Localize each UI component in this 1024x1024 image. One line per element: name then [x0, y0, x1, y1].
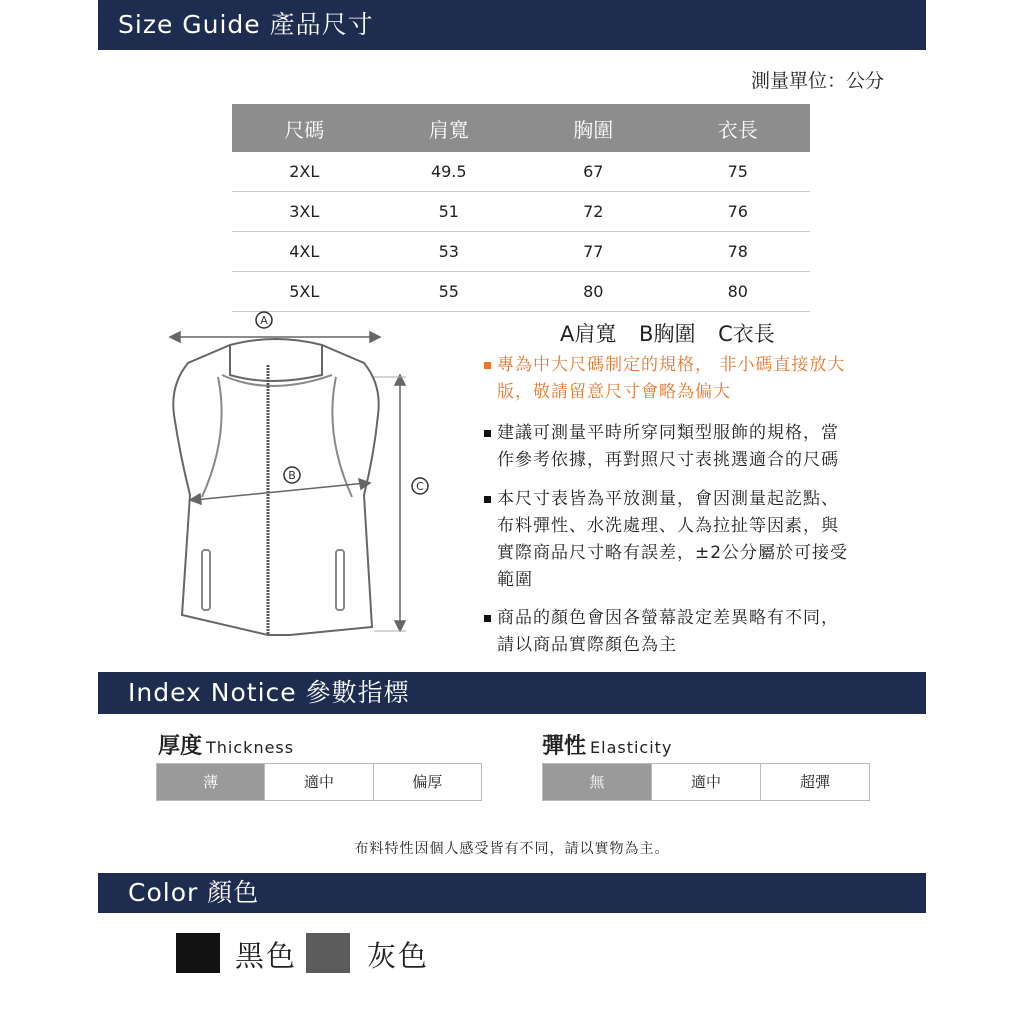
- table-row: [232, 232, 810, 272]
- label-c: C: [416, 480, 424, 493]
- thickness-option-medium: 適中: [264, 764, 372, 800]
- fabric-note: 布料特性因個人感受皆有不同，請以實物為主。: [354, 841, 670, 857]
- bullet-icon: [484, 362, 491, 369]
- color-header: [98, 873, 926, 913]
- thickness-scale: [156, 763, 482, 801]
- measurement-unit: 測量單位：公分: [750, 70, 884, 92]
- cell: 53: [377, 232, 522, 272]
- cell: 72: [521, 192, 666, 232]
- cell: 67: [521, 152, 666, 192]
- cell: 2XL: [232, 152, 377, 192]
- bullet-icon: [484, 430, 491, 437]
- note-1-line-2: 版，敬請留意尺寸會略為偏大: [497, 382, 731, 402]
- note-4: [484, 605, 839, 659]
- measurement-legend: A肩寬 B胸圍 C衣長: [560, 322, 775, 346]
- cell: 75: [666, 152, 811, 192]
- left-pocket: [202, 550, 210, 610]
- cell: 77: [521, 232, 666, 272]
- thickness-label-zh: 厚度: [158, 734, 203, 759]
- size-guide-title: Size Guide 產品尺寸: [118, 10, 374, 39]
- table-row: [232, 152, 810, 192]
- cell: 55: [377, 272, 522, 312]
- elasticity-label-en: Elasticity: [590, 738, 673, 757]
- header-shoulder: 肩寬: [377, 104, 522, 152]
- cell: 4XL: [232, 232, 377, 272]
- elasticity-option-super: 超彈: [760, 764, 869, 800]
- elasticity-label: [542, 729, 672, 760]
- note-2: [484, 420, 839, 474]
- index-notice-title: Index Notice 參數指標: [128, 678, 410, 707]
- right-pocket: [336, 550, 344, 610]
- header-chest: 胸圍: [521, 104, 666, 152]
- elasticity-label-zh: 彈性: [542, 734, 587, 759]
- cell: 51: [377, 192, 522, 232]
- cell: 80: [521, 272, 666, 312]
- cell: 49.5: [377, 152, 522, 192]
- size-table-header-row: [232, 104, 810, 152]
- note-4-line-1: 商品的顏色會因各螢幕設定差異略有不同，: [497, 608, 839, 628]
- cell: 3XL: [232, 192, 377, 232]
- size-table: [232, 104, 810, 312]
- note-3: [484, 486, 848, 594]
- header-length: 衣長: [666, 104, 811, 152]
- note-1: [484, 352, 845, 406]
- note-2-line-2: 作參考依據，再對照尺寸表挑選適合的尺碼: [497, 450, 839, 470]
- bullet-icon: [484, 615, 491, 622]
- note-4-line-2: 請以商品實際顏色為主: [497, 635, 677, 655]
- color-name-gray: 灰色: [367, 939, 430, 973]
- thickness-label: [158, 729, 294, 760]
- table-row: [232, 192, 810, 232]
- vest-collar: [230, 339, 322, 381]
- bullet-icon: [484, 496, 491, 503]
- cell: 5XL: [232, 272, 377, 312]
- color-title: Color 顏色: [128, 878, 260, 907]
- elasticity-option-none: 無: [543, 764, 651, 800]
- label-b: B: [288, 469, 296, 482]
- elasticity-option-medium: 適中: [651, 764, 760, 800]
- color-swatch-black: [176, 933, 220, 973]
- thickness-option-thin: 薄: [157, 764, 264, 800]
- color-name-black: 黑色: [235, 939, 298, 973]
- note-3-line-1: 本尺寸表皆為平放測量，會因測量起訖點、: [497, 489, 839, 509]
- color-swatch-gray: [306, 933, 350, 973]
- cell: 78: [666, 232, 811, 272]
- note-3-line-3: 實際商品尺寸略有誤差，±2公分屬於可接受: [497, 543, 849, 563]
- note-1-line-1: 專為中大尺碼制定的規格， 非小碼直接放大: [497, 355, 846, 375]
- header-size: 尺碼: [232, 104, 377, 152]
- note-3-line-4: 範圍: [497, 570, 533, 590]
- elasticity-scale: [542, 763, 870, 801]
- index-notice-header: [98, 672, 926, 714]
- thickness-label-en: Thickness: [206, 738, 295, 757]
- cell: 80: [666, 272, 811, 312]
- label-a: A: [260, 314, 268, 327]
- cell: 76: [666, 192, 811, 232]
- note-3-line-2: 布料彈性、水洗處理、人為拉扯等因素，與: [497, 516, 839, 536]
- thickness-option-thick: 偏厚: [373, 764, 481, 800]
- size-guide-header: [98, 0, 926, 50]
- vest-diagram: [160, 305, 450, 650]
- note-2-line-1: 建議可測量平時所穿同類型服飾的規格，當: [497, 423, 839, 443]
